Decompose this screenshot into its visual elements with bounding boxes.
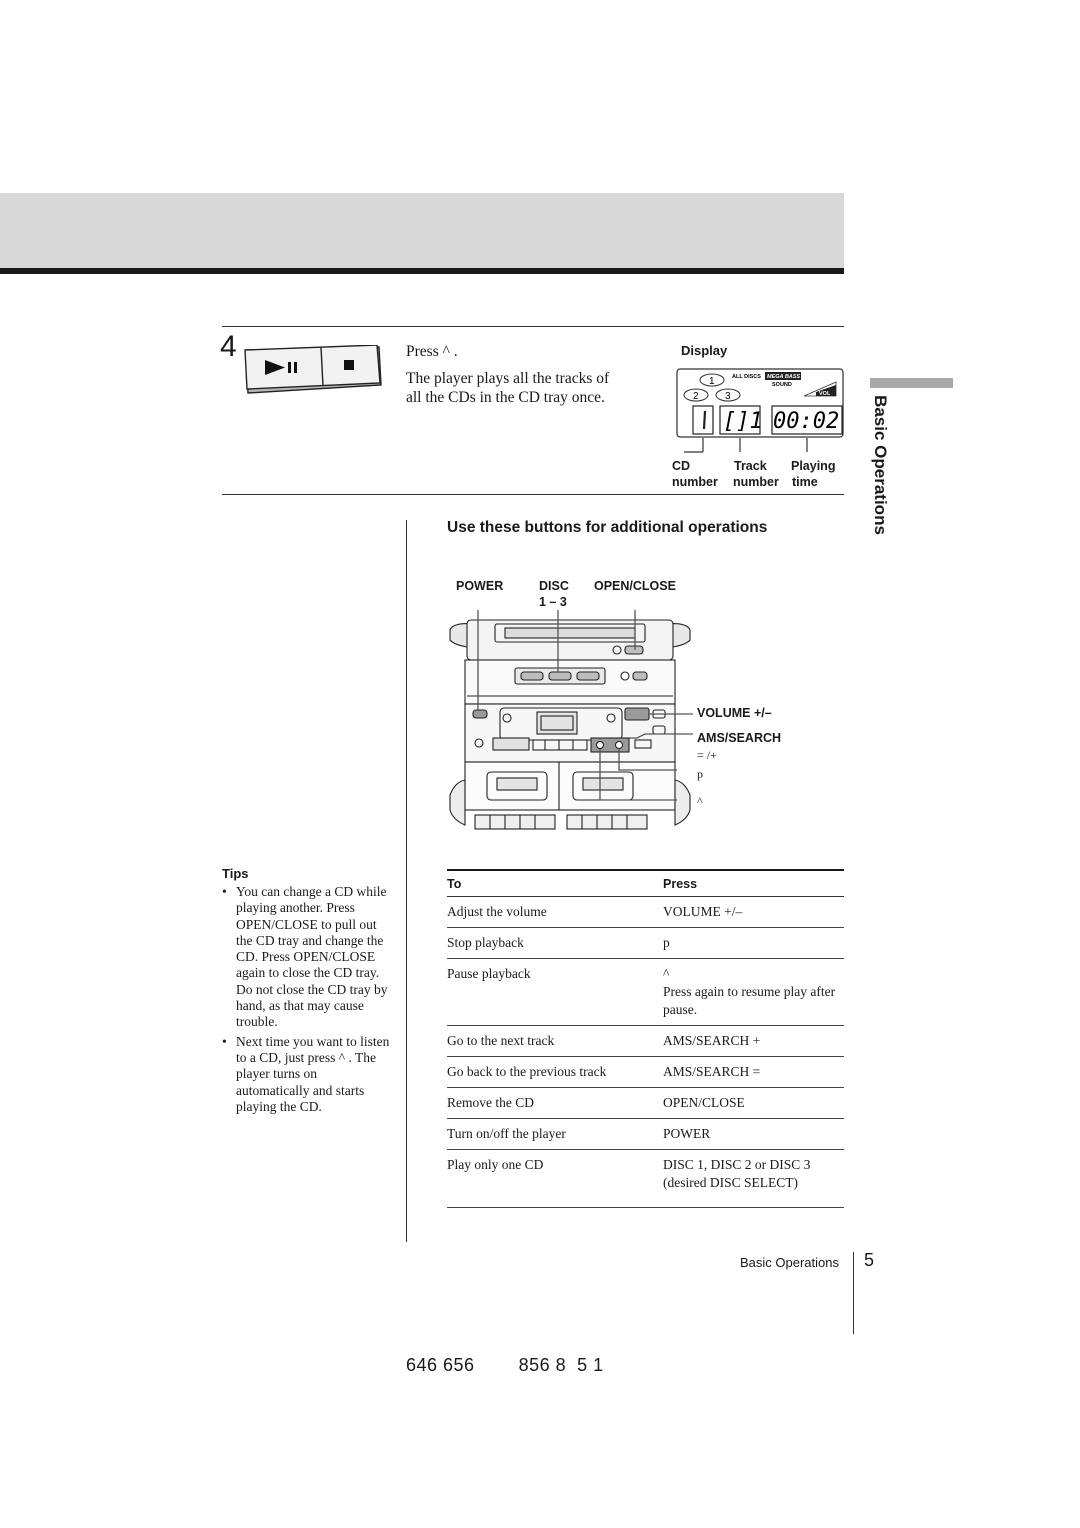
footer-section-label: Basic Operations: [740, 1255, 839, 1270]
label-disc: DISC: [539, 579, 569, 593]
cell-action: Pause playback: [447, 959, 663, 1026]
cell-action: Adjust the volume: [447, 897, 663, 928]
caption-number-1: number: [672, 475, 718, 489]
tips-heading: Tips: [222, 866, 249, 881]
tip-item: [222, 1034, 392, 1115]
label-play: ^: [697, 794, 703, 808]
step-number: 4: [220, 330, 237, 363]
cell-press: p: [663, 928, 844, 959]
table-row: [447, 897, 844, 928]
lcd-vol: VOL: [819, 391, 831, 397]
stereo-unit-illustration: [445, 610, 695, 835]
cell-press: OPEN/CLOSE: [663, 1088, 844, 1119]
cell-press: AMS/SEARCH =: [663, 1057, 844, 1088]
lcd-track-digits: []1: [723, 409, 763, 434]
table-row: [447, 1119, 844, 1150]
section-heading: Use these buttons for additional operations: [447, 519, 768, 536]
lcd-sound: SOUND: [772, 382, 792, 388]
table-row: [447, 1150, 844, 1208]
cell-action: Stop playback: [447, 928, 663, 959]
label-ams-sub: = /+: [697, 748, 717, 762]
cell-press: POWER: [663, 1119, 844, 1150]
step-bottom-rule: [222, 494, 844, 495]
header-to: To: [447, 870, 663, 897]
model-code: 646 656 856 8 5 1: [406, 1355, 604, 1375]
tip-text: Next time you want to listen to a CD, just press ^ . The player turns on automatically and starts playing the CD.: [236, 1033, 390, 1114]
label-disc-range: 1 – 3: [539, 595, 567, 609]
header-band: [0, 193, 844, 268]
disc-badge-2: 2: [693, 391, 699, 402]
cell-action: Play only one CD: [447, 1150, 663, 1208]
caption-track: Track: [734, 459, 767, 473]
label-volume: VOLUME +/–: [697, 706, 772, 720]
cell-action: Go back to the previous track: [447, 1057, 663, 1088]
cell-press: AMS/SEARCH +: [663, 1026, 844, 1057]
tip-item: [222, 884, 392, 1031]
operations-table: [447, 869, 844, 1208]
lcd-caption-leaders: [676, 438, 844, 460]
cell-press: VOLUME +/–: [663, 897, 844, 928]
tips-list: [222, 884, 392, 1118]
caption-number-2: number: [733, 475, 779, 489]
lcd-time-digits: 00:02: [773, 409, 840, 434]
tip-text: You can change a CD while playing another. Press OPEN/CLOSE to pull out the CD tray and change the CD. Press OPEN/CLOSE again to close the CD tray. Do not close the CD tray by hand, as that may cause trouble.: [236, 884, 388, 1030]
page-number: 5: [864, 1250, 875, 1270]
disc-badge-1: 1: [709, 376, 715, 387]
cell-press: ^ Press again to resume play after pause.: [663, 959, 844, 1026]
step-press-line: Press ^ .: [406, 343, 458, 360]
table-row: [447, 1088, 844, 1119]
table-row: [447, 1026, 844, 1057]
side-tab-title: Basic Operations: [871, 395, 890, 535]
step-top-rule: [222, 326, 844, 327]
label-power: POWER: [456, 579, 504, 593]
table-header-row: [447, 870, 844, 897]
label-stop: p: [697, 767, 703, 781]
cell-press: DISC 1, DISC 2 or DISC 3 (desired DISC SELECT): [663, 1150, 844, 1208]
table-row: [447, 928, 844, 959]
header-rule: [0, 268, 844, 274]
column-divider: [406, 520, 407, 1242]
table-row: [447, 959, 844, 1026]
bullet-icon: •: [222, 884, 227, 899]
display-label: Display: [681, 343, 728, 358]
caption-playing: Playing: [791, 459, 836, 473]
lcd-all-discs: ALL DISCS: [732, 374, 761, 380]
bullet-icon: •: [222, 1033, 227, 1049]
cell-action: Turn on/off the player: [447, 1119, 663, 1150]
step-body-line-1: The player plays all the tracks of: [406, 370, 610, 387]
step-body-line-2: all the CDs in the CD tray once.: [406, 389, 605, 406]
header-press: Press: [663, 870, 844, 897]
cell-action: Remove the CD: [447, 1088, 663, 1119]
lcd-display-illustration: [676, 368, 844, 438]
label-ams-search: AMS/SEARCH: [697, 731, 782, 745]
cell-action: Go to the next track: [447, 1026, 663, 1057]
lcd-mega-bass: MEGA BASS: [767, 374, 801, 380]
disc-badge-3: 3: [725, 391, 731, 402]
table-row: [447, 1057, 844, 1088]
caption-cd: CD: [672, 459, 691, 473]
play-pause-stop-buttons-illustration: [243, 345, 385, 397]
footer-divider: [853, 1252, 854, 1334]
caption-time: time: [792, 475, 818, 489]
label-open-close: OPEN/CLOSE: [594, 579, 676, 593]
